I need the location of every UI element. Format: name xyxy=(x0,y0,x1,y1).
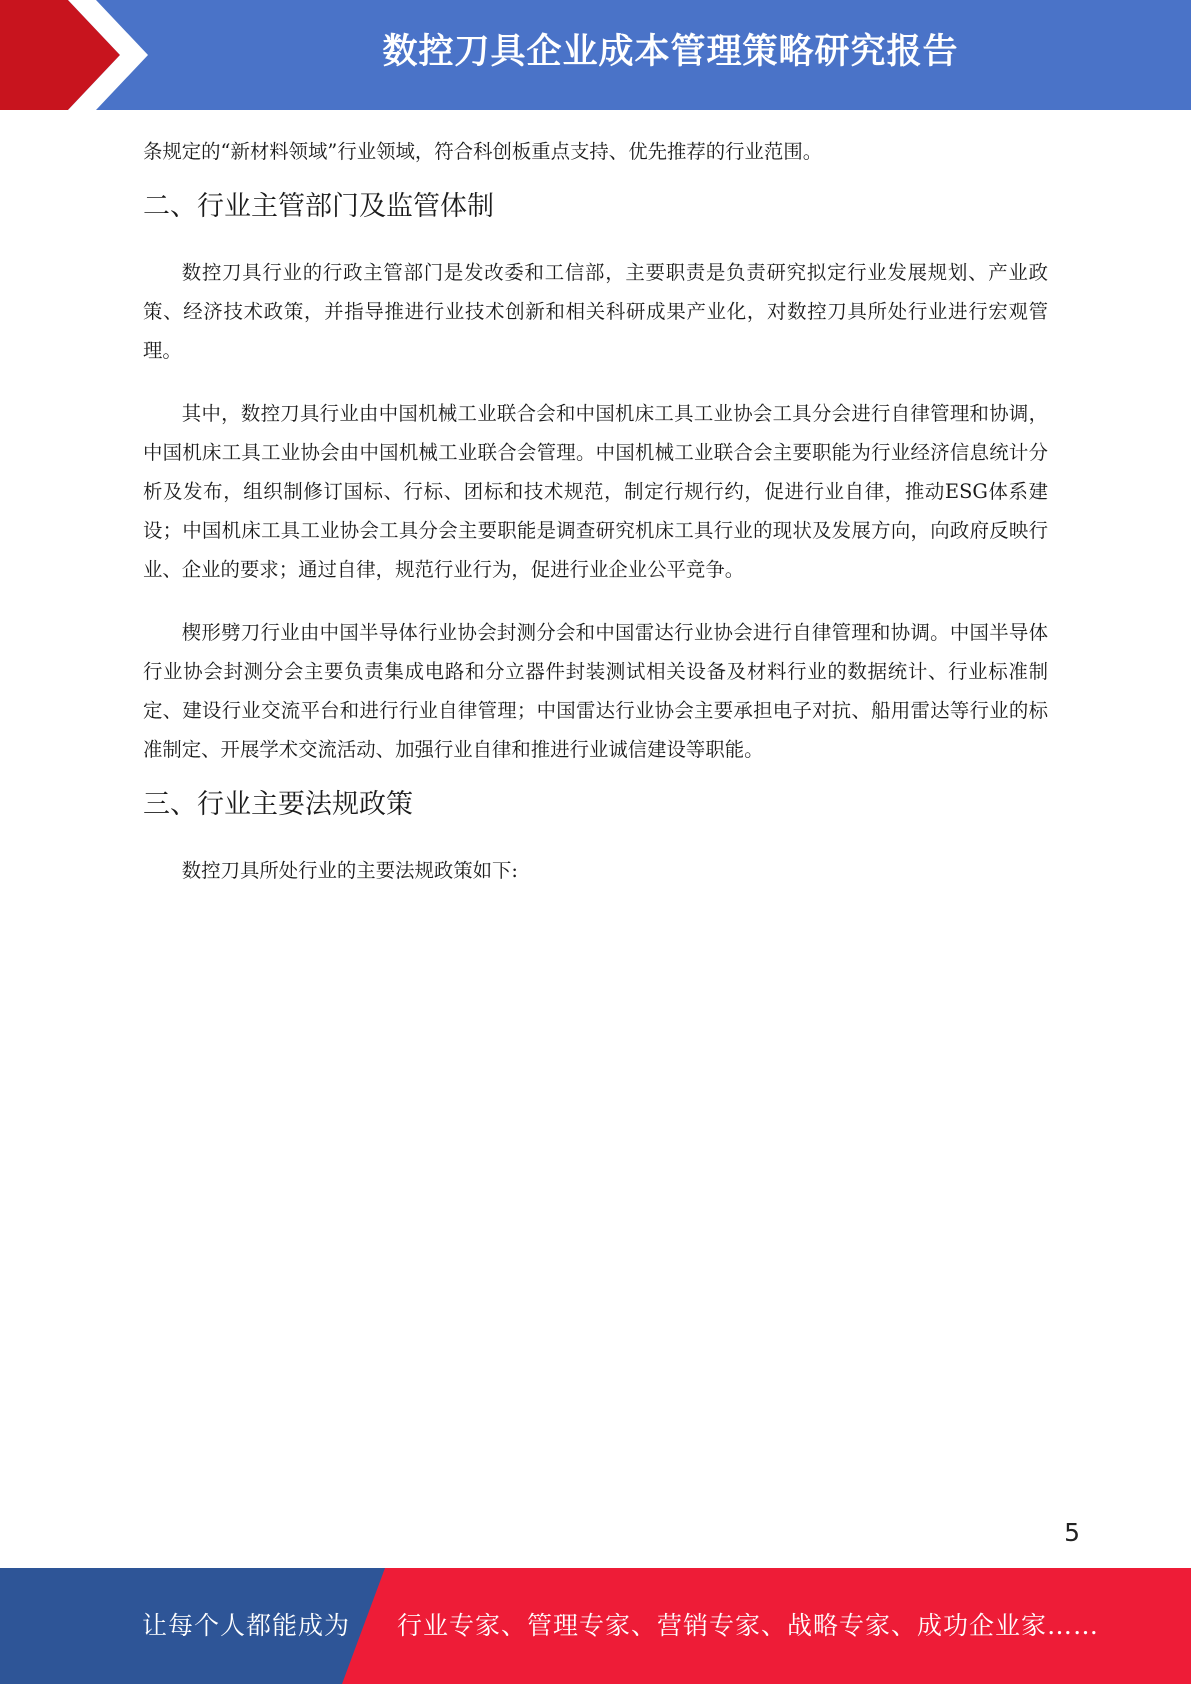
report-body xyxy=(143,132,1048,890)
paragraph-policies-1: 数控刀具所处行业的主要法规政策如下: xyxy=(181,859,518,882)
footer-slogan-right: 行业专家、管理专家、营销专家、战略专家、成功企业家…… xyxy=(397,1611,1100,1640)
header-chevron-decoration xyxy=(0,0,160,110)
report-title: 数控刀具企业成本管理策略研究报告 xyxy=(382,32,959,72)
paragraph-regulators-3: 楔形劈刀行业由中国半导体行业协会封测分会和中国雷达行业协会进行自律管理和协调。中国半导体行业协会封测分会主要负责集成电路和分立器件封装测试相关设备及材料行业的数据统计、行业标准制定、建设行业交流平台和进行行业自律管理；中国雷达行业协会主要承担电子对抗、船用雷达等行业的标准制定、开展学术交流活动、加强行业自律和推进行业诚信建设等职能。 xyxy=(143,621,1048,761)
header-banner xyxy=(0,0,1191,110)
paragraph-regulators-1: 数控刀具行业的行政主管部门是发改委和工信部，主要职责是负责研究拟定行业发展规划、产业政策、经济技术政策，并指导推进行业技术创新和相关科研成果产业化，对数控刀具所处行业进行宏观管理。 xyxy=(143,261,1048,362)
section-heading-regulators: 二、行业主管部门及监管体制 xyxy=(143,191,494,222)
footer-band xyxy=(0,1568,1191,1684)
footer-slogan-left: 让每个人都能成为 xyxy=(142,1611,351,1640)
section-heading-policies: 三、行业主要法规政策 xyxy=(143,789,413,820)
lead-paragraph: 条规定的“新材料领域”行业领域，符合科创板重点支持、优先推荐的行业范围。 xyxy=(143,140,823,163)
page-number: 5 xyxy=(1064,1518,1080,1547)
paragraph-regulators-2: 其中，数控刀具行业由中国机械工业联合会和中国机床工具工业协会工具分会进行自律管理和协调，中国机床工具工业协会由中国机械工业联合会管理。中国机械工业联合会主要职能为行业经济信息统计分析及发布，组织制修订国标、行标、团标和技术规范，制定行规行约，促进行业自律，推动ESG体系建设；中国机床工具工业协会工具分会主要职能是调查研究机床工具行业的现状及发展方向，向政府反映行业、企业的要求；通过自律，规范行业行为，促进行业企业公平竞争。 xyxy=(143,402,1048,581)
